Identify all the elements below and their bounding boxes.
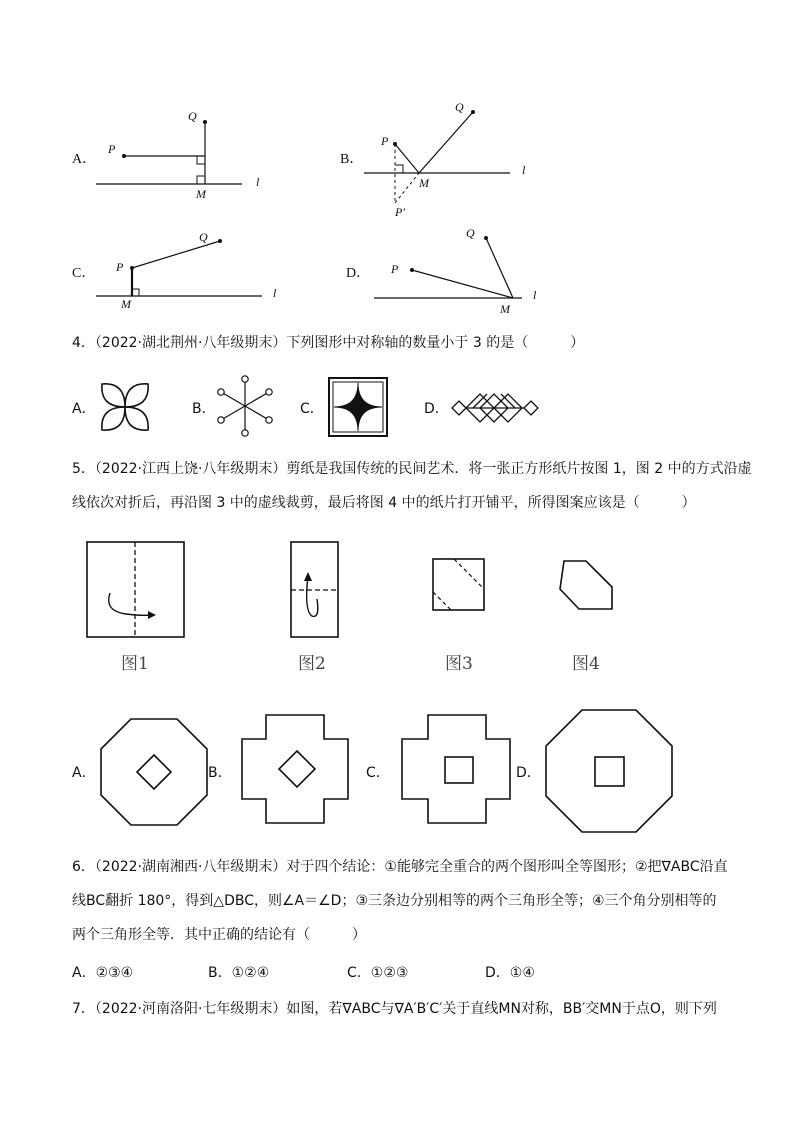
q4-six-spoke-star-icon bbox=[214, 374, 276, 438]
q3c-point-p: P bbox=[116, 260, 124, 274]
q6-option-b: B．①②④ bbox=[208, 965, 270, 981]
q3c-point-q: Q bbox=[199, 230, 208, 244]
q6-stem-line-1: 6．（2022·湖南湘西·八年级期末）对于四个结论：①能够完全重合的两个图形叫全等图形；②把∇ABC沿直 bbox=[72, 859, 728, 875]
q6-option-a: A．②③④ bbox=[72, 965, 134, 981]
q3b-point-q: Q bbox=[455, 100, 464, 114]
q3-option-d-label: D． bbox=[346, 266, 371, 281]
q5-figure-2 bbox=[290, 541, 340, 639]
q5-stem: 5．（2022·江西上饶·八年级期末）剪纸是我国传统的民间艺术．将一张正方形纸片按图 1，图 2 中的方式沿虚线依次对折后，再沿图 3 中的虚线裁剪，最后将图 4 中的纸片打开铺平，所得图案应该是（ ） bbox=[72, 461, 752, 511]
q3b-point-m: M bbox=[419, 176, 429, 190]
q5-option-d-octagon-with-square-hole bbox=[544, 708, 674, 834]
q3-option-d-figure bbox=[0, 0, 794, 330]
q5-figure-4 bbox=[558, 559, 614, 611]
q4-four-petal-flower-icon bbox=[94, 376, 156, 438]
q3d-point-q: Q bbox=[466, 226, 475, 240]
q4-option-a-label: A． bbox=[72, 401, 96, 417]
q5-option-d-label: D． bbox=[516, 765, 541, 781]
q3a-point-q: Q bbox=[188, 109, 197, 123]
q3d-point-p: P bbox=[391, 262, 399, 276]
q3d-line-l: l bbox=[533, 288, 537, 302]
q7-stem: 7．（2022·河南洛阳·七年级期末）如图，若∇ABC与∇A′B′C′关于直线MN对称，BB′交MN于点O，则下列 bbox=[72, 1001, 717, 1017]
q4-option-b-label: B． bbox=[192, 401, 216, 417]
q5-option-b-cross-with-diamond-hole bbox=[240, 713, 352, 827]
q5-figure-2-caption: 图2 bbox=[298, 654, 326, 674]
q6-option-c: C．①②③ bbox=[347, 965, 409, 981]
q5-option-b-label: B． bbox=[208, 765, 232, 781]
q4-option-d-label: D． bbox=[424, 401, 449, 417]
q3d-point-m: M bbox=[500, 302, 510, 316]
q3a-line-l: l bbox=[256, 175, 260, 189]
q4-option-c-label: C． bbox=[300, 401, 324, 417]
q5-figure-1-caption: 图1 bbox=[121, 654, 149, 674]
q5-figure-3-caption: 图3 bbox=[445, 654, 473, 674]
q4-interlaced-diamonds-icon bbox=[450, 388, 540, 428]
q5-option-c-label: C． bbox=[366, 765, 390, 781]
q5-option-a-label: A． bbox=[72, 765, 96, 781]
q3-option-c-label: C． bbox=[72, 266, 96, 281]
q3b-point-p: P bbox=[381, 134, 389, 148]
q4-stem: 4．（2022·湖北荆州·八年级期末）下列图形中对称轴的数量小于 3 的是（ ） bbox=[72, 335, 585, 351]
q4-square-with-astroid-icon bbox=[328, 377, 388, 437]
q5-figure-3 bbox=[432, 558, 486, 612]
q3a-point-p: P bbox=[108, 142, 116, 156]
q3-option-b-label: B． bbox=[340, 152, 364, 167]
q6-stem-line-2: 线BC翻折 180°，得到△DBC，则∠A＝∠D；③三条边分别相等的两个三角形全等；④三个角分别相等的 bbox=[72, 893, 717, 909]
q5-figure-1 bbox=[86, 541, 186, 639]
q3c-point-m: M bbox=[121, 297, 131, 311]
q3-option-a-label: A． bbox=[72, 152, 97, 167]
q3a-point-m: M bbox=[196, 187, 206, 201]
q5-figure-4-caption: 图4 bbox=[572, 654, 600, 674]
q5-option-a-octagon-with-diamond-hole bbox=[99, 717, 209, 827]
q3b-point-p-prime: P′ bbox=[395, 205, 405, 219]
q3c-line-l: l bbox=[273, 286, 277, 300]
q6-option-d: D．①④ bbox=[485, 965, 535, 981]
q6-stem-line-3: 两个三角形全等．其中正确的结论有（ ） bbox=[72, 927, 366, 943]
q3b-line-l: l bbox=[522, 163, 526, 177]
q5-option-c-cross-with-square-hole bbox=[400, 713, 512, 827]
